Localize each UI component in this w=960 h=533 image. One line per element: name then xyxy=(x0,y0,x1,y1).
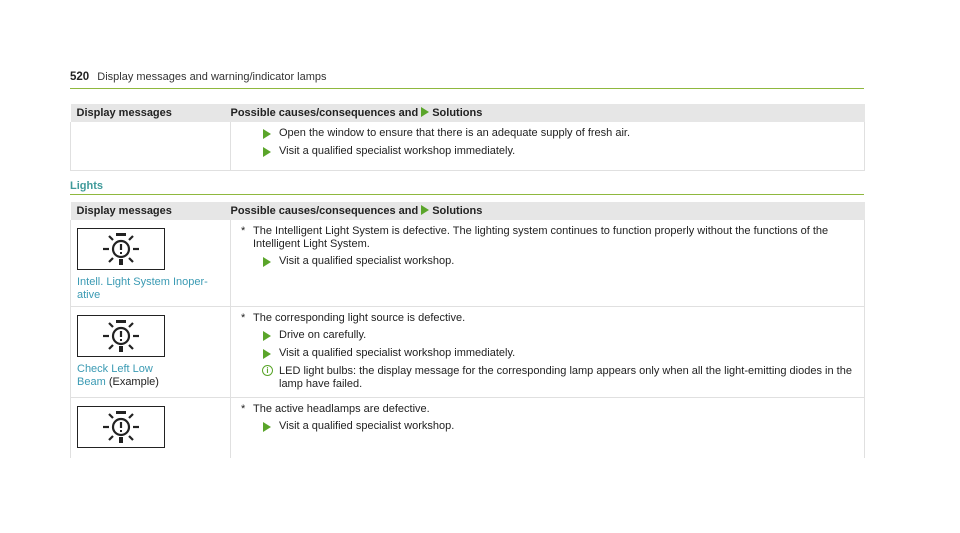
arrow-right-icon xyxy=(263,257,271,267)
section-title: Lights xyxy=(70,180,864,195)
page-header xyxy=(70,71,864,89)
solution-step: Visit a qualified specialist workshop immediately. xyxy=(237,347,858,360)
column-header-display-messages: Display messages xyxy=(71,202,231,220)
column-header-causes: Possible causes/consequences and Solutions xyxy=(231,202,865,220)
causes-cell xyxy=(231,307,865,398)
display-message-cell xyxy=(71,398,231,459)
light-system-warning-icon xyxy=(77,406,165,448)
column-header-causes: Possible causes/consequences and Solutions xyxy=(231,104,865,122)
display-message-label: Intell. Light System Inoper-ative xyxy=(77,276,208,301)
table-row xyxy=(71,307,865,398)
table-row xyxy=(71,398,865,459)
solution-step: Open the window to ensure that there is an adequate supply of fresh air. xyxy=(237,127,858,140)
causes-cell xyxy=(231,220,865,307)
page-number: 520 xyxy=(70,71,90,83)
arrow-right-icon xyxy=(263,422,271,432)
light-system-warning-icon xyxy=(77,228,165,270)
arrow-right-icon xyxy=(263,331,271,341)
solution-step: Visit a qualified specialist workshop. xyxy=(237,255,858,268)
info-note: i LED light bulbs: the display message for the corresponding lamp appears only when all the light-emitting diodes in the lamp have failed. xyxy=(237,365,858,391)
column-header-display-messages: Display messages xyxy=(71,104,231,122)
cause-text: * The Intelligent Light System is defective. The lighting system continues to function properly without the functions of the Intelligent Light System. xyxy=(241,225,829,250)
arrow-right-icon xyxy=(421,205,429,215)
display-message-label: Check Left Low Beam (Example) xyxy=(77,363,159,388)
causes-cell xyxy=(231,398,865,459)
lights-table xyxy=(70,202,865,458)
page-header-title: Display messages and warning/indicator lamps xyxy=(97,71,327,83)
arrow-right-icon xyxy=(263,129,271,139)
info-icon: i xyxy=(262,365,273,376)
table-row xyxy=(71,220,865,307)
solution-step: Drive on carefully. xyxy=(237,329,858,342)
continued-table xyxy=(70,104,865,171)
cause-text: * The active headlamps are defective. xyxy=(241,403,430,415)
solution-step: Visit a qualified specialist workshop. xyxy=(237,420,858,433)
arrow-right-icon xyxy=(263,349,271,359)
causes-cell xyxy=(231,122,865,171)
display-message-cell xyxy=(71,220,231,307)
display-message-cell xyxy=(71,122,231,171)
arrow-right-icon xyxy=(263,147,271,157)
solution-step: Visit a qualified specialist workshop immediately. xyxy=(237,145,858,158)
display-message-cell xyxy=(71,307,231,398)
cause-text: * The corresponding light source is defective. xyxy=(241,312,466,324)
arrow-right-icon xyxy=(421,107,429,117)
light-system-warning-icon xyxy=(77,315,165,357)
